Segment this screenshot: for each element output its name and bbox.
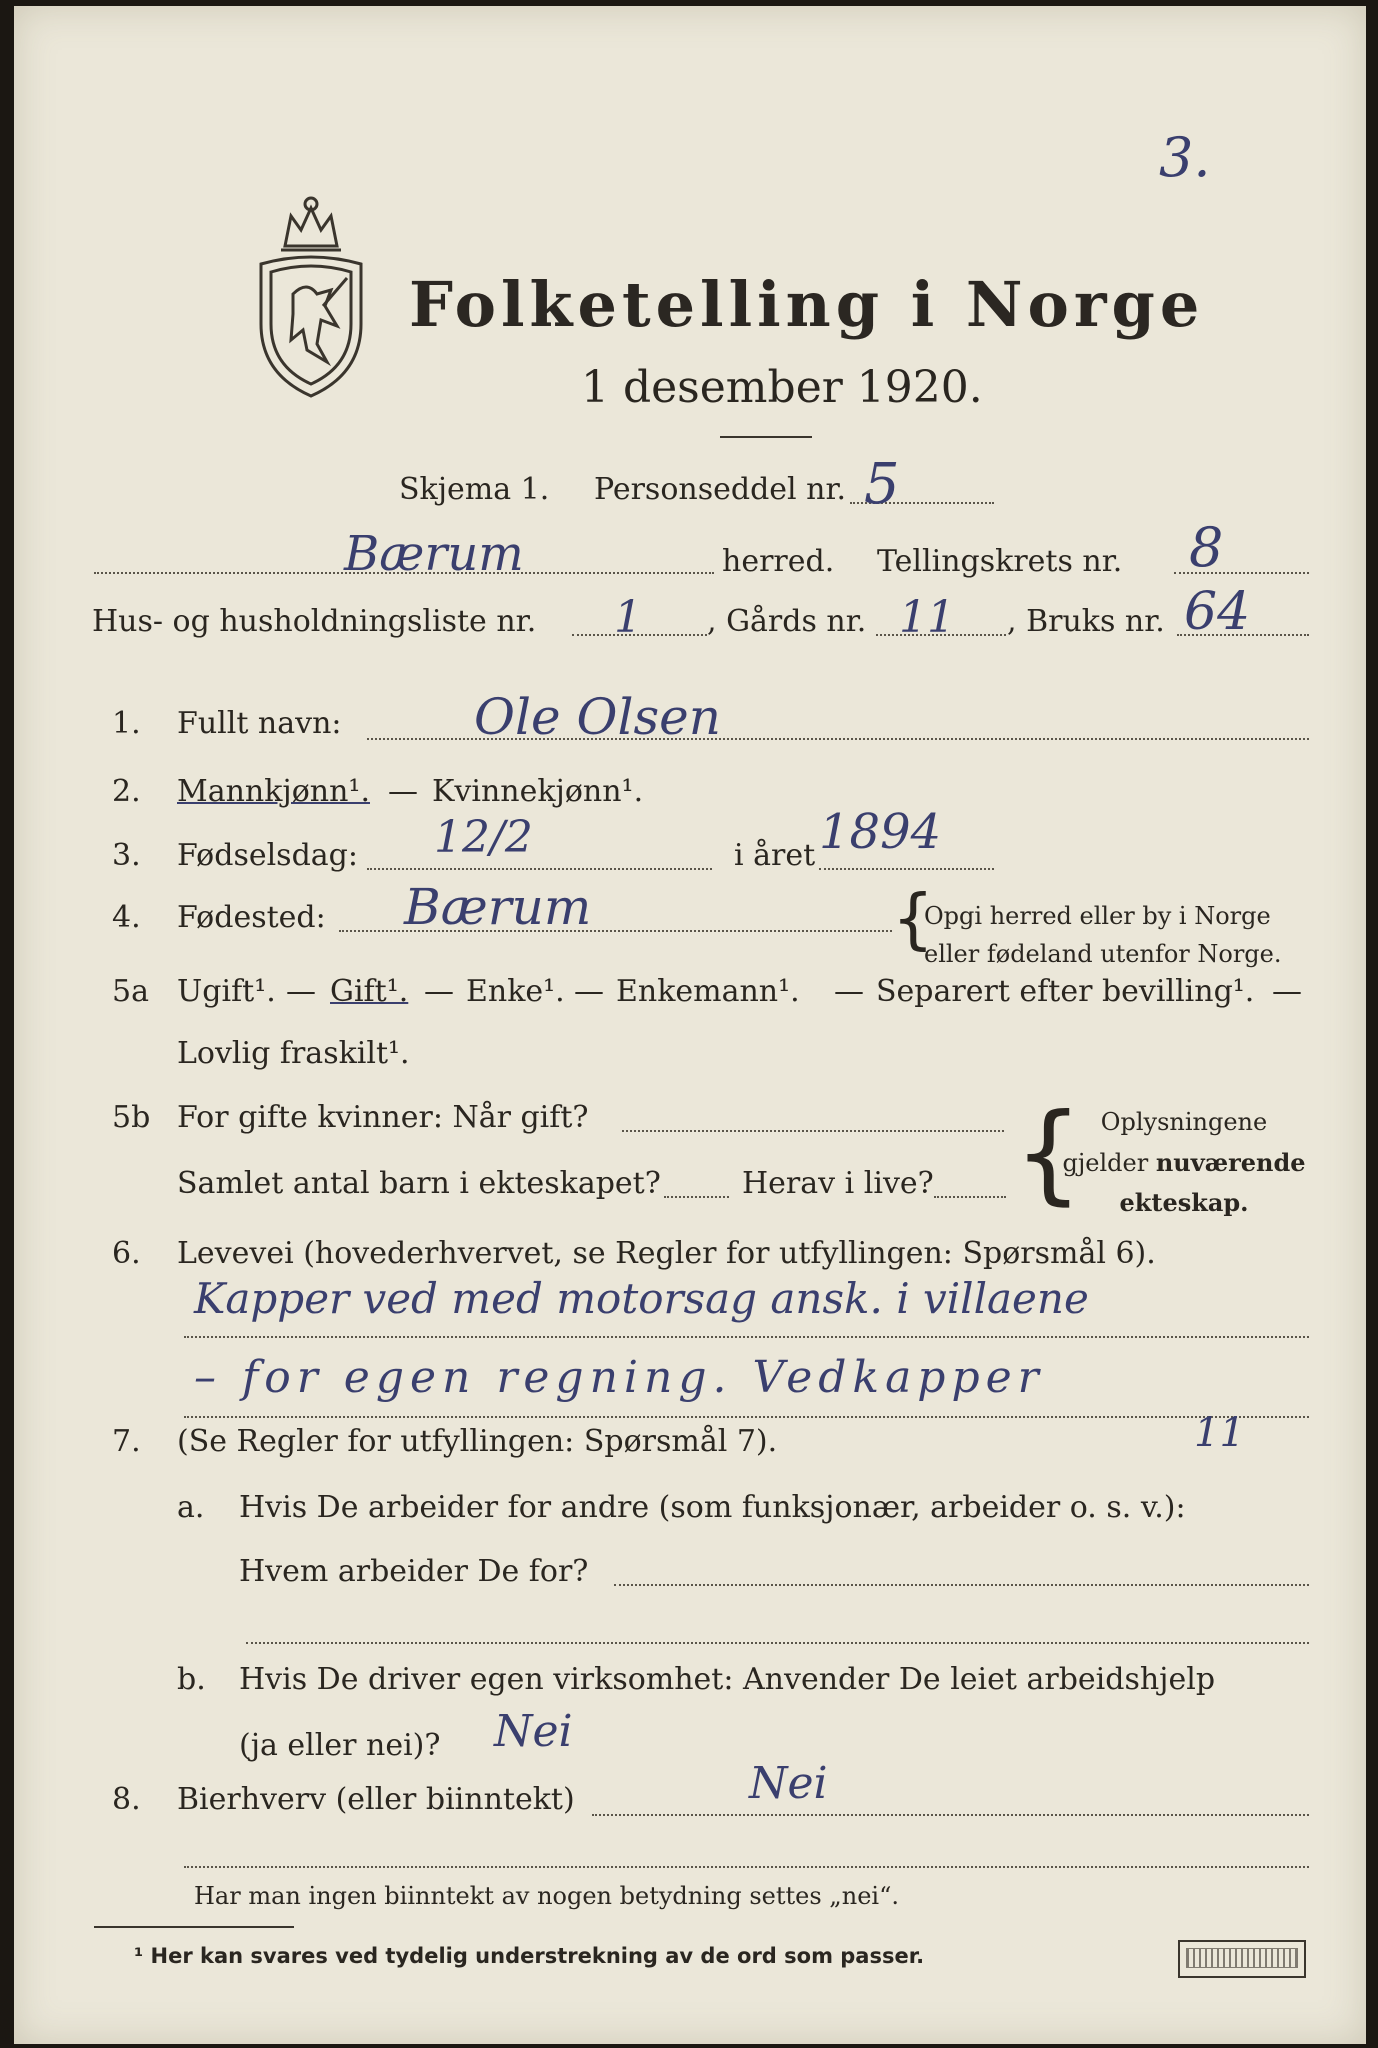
- form-title: Folketelling i Norge: [409, 268, 1205, 341]
- ugift-option: Ugift¹.: [177, 974, 276, 1009]
- q6-number: 6.: [112, 1236, 141, 1271]
- q2-separator: —: [388, 774, 418, 809]
- q3-number: 3.: [112, 838, 141, 873]
- q5b-note-3: ekteskap.: [1119, 1188, 1249, 1217]
- coat-of-arms-icon: [247, 194, 375, 404]
- q7-number: 7.: [112, 1424, 141, 1459]
- q6-label: Levevei (hovederhvervet, se Regler for utfyllingen: Spørsmål 6).: [177, 1236, 1156, 1271]
- q4-number: 4.: [112, 900, 141, 935]
- q7a-employer-label: Hvem arbeider De for?: [239, 1554, 589, 1589]
- year-label: i året: [734, 838, 816, 873]
- q5b-note-1: Oplysningene: [1100, 1108, 1268, 1136]
- q5b-alive-label: Herav i live?: [742, 1166, 934, 1201]
- birth-year-value: 1894: [819, 804, 942, 860]
- gards-value: 11: [899, 592, 955, 643]
- q4-note-1: Opgi herred eller by i Norge: [924, 902, 1271, 930]
- hired-help-value: Nei: [494, 1706, 573, 1757]
- q5b-number: 5b: [112, 1100, 151, 1135]
- herred-label: herred.: [722, 544, 835, 579]
- tellingskrets-label: Tellingskrets nr.: [877, 544, 1123, 579]
- q5b-brace: {: [1014, 1091, 1083, 1216]
- q5a-number: 5a: [112, 974, 149, 1009]
- q5b-note-2: gjelder nuværende: [1062, 1148, 1306, 1177]
- q7b-label: Hvis De driver egen virksomhet: Anvender De leiet arbeidshjelp: [239, 1662, 1216, 1697]
- q5b-when-married-label: For gifte kvinner: Når gift?: [177, 1100, 589, 1135]
- q1-label: Fullt navn:: [177, 706, 342, 741]
- skjema-label: Skjema 1.: [399, 472, 550, 507]
- gift-option: Gift¹.: [330, 974, 409, 1009]
- enke-option: Enke¹.: [466, 974, 565, 1009]
- bruks-label: , Bruks nr.: [1007, 604, 1165, 639]
- q7b-number: b.: [177, 1662, 206, 1697]
- fraskilt-option: Lovlig fraskilt¹.: [177, 1036, 410, 1071]
- q4-brace: {: [892, 880, 934, 957]
- full-name-value: Ole Olsen: [474, 688, 721, 746]
- footnote: ¹ Her kan svares ved tydelig understrekning av de ord som passer.: [134, 1944, 925, 1968]
- q7a-number: a.: [177, 1490, 205, 1525]
- q4-note-2: eller fødeland utenfor Norge.: [924, 940, 1282, 968]
- occupation-value-line-1: Kapper ved med motorsag ansk. i villaene: [194, 1274, 1089, 1323]
- gards-label: , Gårds nr.: [707, 604, 867, 639]
- hus-label: Hus- og husholdningsliste nr.: [92, 604, 537, 639]
- herred-value: Bærum: [344, 526, 524, 582]
- bruks-value: 64: [1184, 582, 1251, 642]
- corner-mark: 3.: [1159, 126, 1211, 189]
- enkemann-option: Enkemann¹.: [616, 974, 800, 1009]
- tellingskrets-value: 8: [1189, 516, 1224, 579]
- male-option: Mannkjønn¹.: [177, 774, 370, 809]
- hus-value: 1: [614, 592, 642, 643]
- q7b-yes-no-label: (ja eller nei)?: [239, 1728, 441, 1763]
- q8-label: Bierhverv (eller biinntekt): [177, 1782, 575, 1817]
- female-option: Kvinnekjønn¹.: [432, 774, 644, 809]
- personseddel-value: 5: [864, 452, 900, 517]
- birthplace-value: Bærum: [404, 878, 592, 936]
- secondary-income-value: Nei: [749, 1758, 828, 1809]
- occupation-value-line-2: – for egen regning. Vedkapper: [194, 1352, 1045, 1403]
- q3-label: Fødselsdag:: [177, 838, 358, 873]
- occupation-extra-mark: 11: [1194, 1410, 1245, 1456]
- separert-option: Separert efter bevilling¹.: [876, 974, 1255, 1009]
- census-form-sheet: 3. Folketelling i Norge 1 desember 1920. Skjema 1. Personseddel nr. 5 Bærum herred. Tellingskrets nr. 8 Hus- og husholdningsliste nr. 1 , Gårds nr. 11 , Bruks nr. 64 1. Fullt navn: Ole Olsen 2. Mannkjønn¹. — Kvinnekjønn¹. 3. Fødselsdag: 12/2 i året 1894 4. Fødested: Bærum { Opgi herred eller by i Norge eller fødeland utenfor Norge. 5a Ugift¹. — Gift¹. — Enke¹. — Enkemann¹. — Separert efter bevilling¹. — Lovlig fraskilt¹. 5b For gifte kvinner: Når gift? Samlet antal barn i ekteskapet? Herav i live? { Oplysningene gjelder nuværende ekteskap. 6. Levevei (hovederhvervet, se Regler for utfyllingen: Spørsmål 6). Kapper ved med motorsag ansk. i villaene – for egen regning. Vedkapper 11 7. (Se Regler for utfyllingen: Spørsmål 7). a. Hvis De arbeider for andre (som funksjonær, arbeider o. s. v.): Hvem arbeider De for? b. Hvis De driver egen virksomhet: Anvender De leiet arbeidshjelp (ja eller nei)? Nei 8. Bierhverv (eller biinntekt) Nei Har man ingen biinntekt av nogen betydning settes „nei“. ¹ Her kan svares ved tydelig understrekning av de ord som passer.: [14, 6, 1366, 2044]
- form-date: 1 desember 1920.: [581, 362, 983, 413]
- birth-date-value: 12/2: [434, 812, 533, 863]
- q8-number: 8.: [112, 1782, 141, 1817]
- q4-label: Fødested:: [177, 900, 326, 935]
- q5b-children-label: Samlet antal barn i ekteskapet?: [177, 1166, 661, 1201]
- personseddel-label: Personseddel nr.: [594, 472, 847, 507]
- q8-note: Har man ingen biinntekt av nogen betydning settes „nei“.: [194, 1882, 899, 1910]
- header-divider: [720, 436, 812, 438]
- q2-number: 2.: [112, 774, 141, 809]
- footnote-divider: [94, 1926, 294, 1928]
- q7-label: (Se Regler for utfyllingen: Spørsmål 7).: [177, 1424, 778, 1459]
- q7a-label: Hvis De arbeider for andre (som funksjonær, arbeider o. s. v.):: [239, 1490, 1186, 1525]
- printer-stamp: [1178, 1940, 1306, 1978]
- q1-number: 1.: [112, 706, 141, 741]
